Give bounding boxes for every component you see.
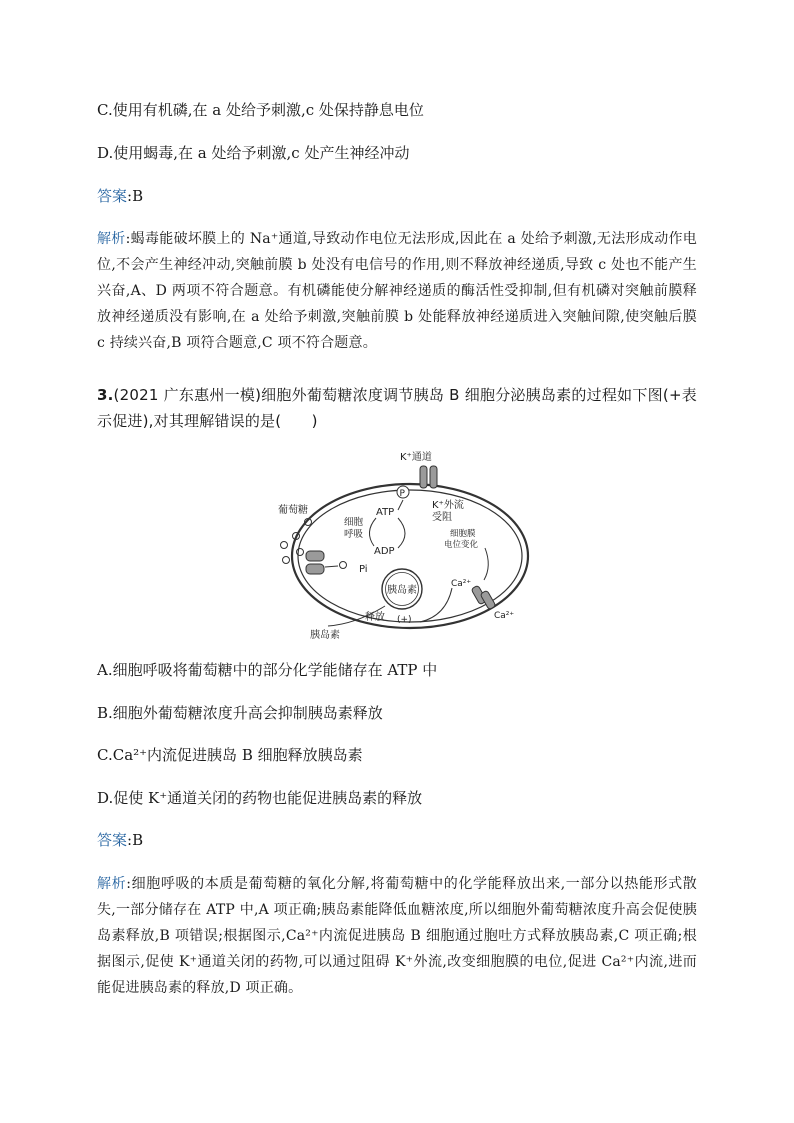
k-efflux-label-2: 受阻 — [432, 512, 452, 523]
respiration-label-1: 细胞 — [344, 517, 364, 528]
insulin-secretion-diagram — [270, 448, 535, 643]
membrane-potential-label-2: 电位变化 — [444, 540, 479, 550]
option-d: D.促使 K⁺通道关闭的药物也能促进胰岛素的释放 — [97, 789, 423, 807]
question-number: 3. — [97, 386, 114, 404]
secreted-insulin-label: 胰岛素 — [310, 630, 340, 641]
atp-to-channel-arrow — [398, 500, 403, 510]
phosphate-label: P — [399, 489, 405, 499]
promote-symbol: (+) — [397, 615, 412, 625]
answer-2 — [97, 830, 143, 850]
option-c-previous: C.使用有机磷,在 a 处给予刺激,c 处保持静息电位 — [97, 101, 424, 119]
ca-inside-label: Ca²⁺ — [451, 579, 472, 589]
k-channel-right — [430, 466, 437, 488]
atp-adp-cycle-right — [398, 518, 405, 548]
respiration-label-2: 呼吸 — [344, 529, 364, 540]
pi-label: Pi — [359, 564, 368, 575]
explanation-text: :细胞呼吸的本质是葡萄糖的氧化分解,将葡萄糖中的化学能释放出来,一部分以热能形式散失,一部分储存在 ATP 中,A 项正确;胰岛素能降低血糖浓度,所以细胞外葡萄糖浓度升高会促使胰岛素释放,B 项错误;根据图示,Ca²⁺内流促进胰岛 B 细胞通过胞吐方式释放胰岛素,C 项正确;根据图示,促使 K⁺通道关闭的药物,可以通过阻碍 K⁺外流,改变细胞膜的电位,促进 Ca²⁺内流,进而能促进胰岛素的释放,D 项正确。 — [97, 876, 697, 996]
k-channel-label: K⁺通道 — [400, 452, 432, 463]
explanation-1 — [97, 226, 697, 356]
answer-label: 答案 — [97, 831, 128, 849]
glucose-molecule-inside — [340, 562, 347, 569]
option-d-previous: D.使用蝎毒,在 a 处给予刺激,c 处产生神经冲动 — [97, 144, 410, 162]
explanation-label: 解析 — [97, 231, 126, 247]
release-label: 释放 — [365, 612, 385, 623]
ca-to-release-arrow — [420, 588, 452, 622]
question-3-stem — [97, 382, 697, 434]
atp-adp-cycle-left — [369, 518, 376, 546]
answer-value: :B — [127, 831, 144, 849]
insulin-vesicle-label: 胰岛素 — [387, 585, 417, 596]
option-c: C.Ca²⁺内流促进胰岛 B 细胞释放胰岛素 — [97, 746, 363, 764]
adp-label: ADP — [374, 546, 395, 557]
membrane-potential-label-1: 细胞膜 — [450, 529, 476, 539]
glucose-label: 葡萄糖 — [278, 505, 308, 516]
potential-change-arrow — [484, 548, 488, 580]
explanation-2 — [97, 871, 697, 1001]
k-efflux-label-1: K⁺外流 — [432, 500, 464, 511]
ca-outside-label: Ca²⁺ — [494, 611, 515, 621]
glucose-transporter-top — [306, 551, 324, 561]
glucose-transporter-bottom — [306, 564, 324, 574]
glucose-entry-arrow — [325, 566, 338, 567]
glucose-molecule — [297, 549, 304, 556]
k-channel-left — [420, 466, 427, 488]
atp-label: ATP — [376, 507, 395, 518]
glucose-molecule — [281, 542, 288, 549]
answer-value: :B — [127, 187, 144, 205]
answer-1 — [97, 186, 143, 206]
answer-label: 答案 — [97, 187, 128, 205]
option-b: B.细胞外葡萄糖浓度升高会抑制胰岛素释放 — [97, 704, 383, 722]
question-text: (2021 广东惠州一模)细胞外葡萄糖浓度调节胰岛 B 细胞分泌胰岛素的过程如下图(+表示促进),对其理解错误的是( ) — [97, 386, 697, 430]
explanation-text: :蝎毒能破坏膜上的 Na⁺通道,导致动作电位无法形成,因此在 a 处给予刺激,无法形成动作电位,不会产生神经冲动,突触前膜 b 处没有电信号的作用,则不释放神经递质,导致 c 处也不能产生兴奋,A、D 两项不符合题意。有机磷能使分解神经递质的酶活性受抑制,但有机磷对突触前膜释放神经递质没有影响,在 a 处给予刺激,突触前膜 b 处能释放神经递质进入突触间隙,使突触后膜 c 持续兴奋,B 项符合题意,C 项不符合题意。 — [97, 231, 698, 351]
explanation-label: 解析 — [97, 876, 127, 892]
glucose-molecule — [283, 557, 290, 564]
option-a: A.细胞呼吸将葡萄糖中的部分化学能储存在 ATP 中 — [97, 661, 438, 679]
